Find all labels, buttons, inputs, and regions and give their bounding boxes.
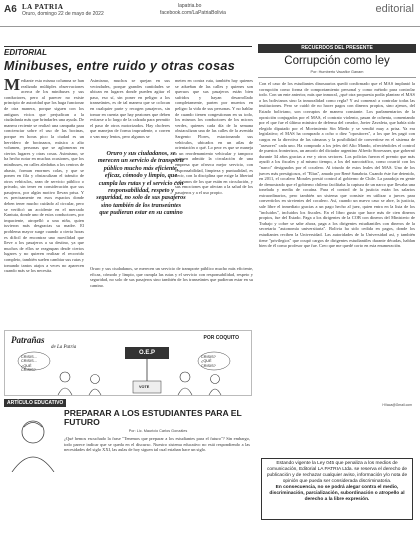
cartoon-sign: O.E.P bbox=[125, 347, 169, 359]
article-title: PREPARAR A LOS ESTUDIANTES PARA EL FUTURO bbox=[64, 408, 242, 428]
recuerdos-signature: HVaca@Gmail.com bbox=[382, 403, 412, 407]
author-portrait-icon bbox=[6, 412, 60, 472]
editorial-col-2a: Asimismo, muchos se quejan en sus vecindades, porque grandes cantidades se ubican en lugares donde pueden agitar el paso, eso sí, sin poner en peligro a los transeúntes, es de tal manera que se colocan en cualquier parte y recogen pasajeros, sin tomar en cuenta que hay peatones que deben evitarse a lo largo de la calzada para permitir el paso de otros motorizados. Hay choferes que manejan de forma imprudente, o corren o van muy lentos, pero algunos se bbox=[90, 78, 170, 139]
cartoon-author: POR COQUITO bbox=[203, 335, 239, 341]
legal-notice-emphasis: En consecuencia, no se podrá alegar contra el medio, discriminación, parcialización, subordinación o atropello al derecho a la libre expresión. bbox=[269, 485, 405, 502]
ballot-box-label: VOTE bbox=[139, 385, 150, 389]
speech-bubble-2: CRISIS? ¿QUÉ CRISIS? bbox=[201, 355, 216, 368]
cartoon-brand-sub: de La Patria bbox=[51, 345, 77, 350]
recuerdos-body: Con el caso de los estudiantes dinosaurios quedó confirmado que el MAS implantó la corrupción como forma de comportamiento personal y como método para controlar todo. Con un ente anterior, más que inmoral, ¿qué otra propuesta podía plantear el MAS a los bolivianos sino la inmoralidad como regla? Y así comenzó a controlar todas las instituciones. Pero se cuidó de no hacer pagos con dineros propios, sino ajenos, del Estado boliviano, son corruptos de manera constante. Los parlamentarios de la oposición conjugados por el MAS, el contrato violento, pasan de ochenta, comentando por el que fue el último ministro de defensa del creador, Javier Zavaleta, que había sido elegido diputado por el Movimiento Sin Miedo y se vendió muy a prisa. Ya era legislativo; el MAS ha comprado a ocho o diez "opositores", a los que les pagó con cargos en la directiva de las cámaras y la posibilidad de convertirse en el sistema de "asesores" cada uno. Ha comprado a los jefes del Alto Mando, ofreciéndoles el control de puestos fronterizos, un amorío del dictador argentino Alfredo Stroessner, que gobernó durante 34 años gracias a ese y otros sectores. Los policías fueron el premio que más ayudó a los fiscales y al mismo tiempo, a los del narcotráfico, como ocurrió con los "narco" designados por el cocalero. Al triunfo de estos leales del MAS. Uno de los jueces más prestigiosos, el "Elias", amado por René Sanabria. Cuando éste fue detenido, en 2011, el cocalero Morales prestó control al gobierno de Chile. La paradoja en gente de demostrado que el gobierno chileno facilitaba la captura de un narco que llevaba una tonelada y media de cocaína. Para el control de la justicia están los salarios extraordinarios, pero también un sistema que consiste en utilizar a jueces para convertirlos en sirvientes del cocalero. Así, cuando un nuevo caso se abre, la justicia, sale libre el inmediato gracias a un pago hecho al juez, quien entra en la lista de los "incluidos", incluidos los fiscales. En el libro gusto que hace más de cien dineros propios, fue del Estado. Paga a los dirigentes de la COB con dineros del Ministerio de Trabajo y cobre se sabe ahora, paga a los dirigentes estudiantiles con dineros de la secretaría "autonomía universitaria". Bolivia ha sido cedida en pagos, donde los estudiantes reciben la Universidad. Las autoridades de la Universidad así, y también tiene "privilegios" que ocupó cargos de dirigentes estudiantiles durante décadas, hablan bien de él como profesor que fue. Creo que me quedé corto en esta enumeración. bbox=[259, 81, 415, 249]
recuerdos-rule bbox=[258, 77, 416, 78]
brand-name: LA PATRIA bbox=[22, 3, 64, 11]
recuerdos-label: RECUERDOS DEL PRESENTE bbox=[258, 44, 416, 53]
editorial-col-1-text: ediante esta misma columna se han realizado múltiples observaciones acerca de los minibuses y sus conductores, pero al parecer no existe principio de autoridad que los haga funcionar de otra manera, porque siguen con los antiguos vicios que perjudican a la ciudadanía más que brindarles una ayuda. De manera reciente se realizó una campaña para concienciar sobre el uso de las bocinas, porque en horas pico la ciudad es un hervidero de bocinazos, música a alto volumen, personas que se aglomeran en ciertos lugares y otras cosas. Asimismo, se ha hecho notar en muchas ocasiones, que los minibuses, en calles aledañas a los centros de abasto, forman enormes colas, y que se ponen en fila y obstaculizan el tránsito de otros vehículos, sean de servicio público o privado, sin tener en consideración que sus pasajeros, por algún motivo llevan prisa. Y es precisamente en esos espacios donde deben tener mucho cuidado al circular, pero se verificó un accidente en el mercado Kantuta, donde uno de estos conductores, por impaciente, atropelló a una niña, quien tuvieron más desgracias su madre. El problema mayor surge cuando a cierta horas es difícil de encontrar uno movilidad que lleve a los pasajeros a su destino, ya que muchos de ellos se reagrupan desde ciertos lugares y no quieren realizar el recorrido completo, también suelen cambiar sus rutas y tomando tantos atajos a veces no aparecen cuando más se los necesita. bbox=[4, 78, 84, 274]
recuerdos-author: Por: Humberto Vacaflor Ganam bbox=[310, 70, 364, 74]
cartoon-panel bbox=[4, 330, 252, 396]
legal-notice-text: Estando vigente la Ley 045 que penaliza a los medios de comunicación, Editorial LA PATRIA Ltda. se reserva el derecho de publicación y de rechazar cualquier aviso, información y/o nota de opinión que pueda ser considerada discriminatoria. bbox=[266, 461, 408, 484]
header-rule bbox=[0, 26, 420, 27]
pull-quote: Oruro y sus ciudadanos, se merecen un servicio de transporte público mucho más eficiente, eficaz, cómodo y limpio, que cumpla las rutas y el servicio con responsabilidad, respeto y seguridad, no solo de sus pasajeros sino también de los transeúntes que pudieran estar en su camino bbox=[96, 150, 186, 217]
recuerdos-title: Corrupción como ley bbox=[284, 55, 390, 67]
cartoon-brand: Patrañas bbox=[11, 335, 45, 345]
speech-bubble-1: CRISIS... CRISIS... ¿QUÉ CRISIS? bbox=[21, 355, 37, 373]
page-header bbox=[0, 0, 420, 38]
dropcap: M bbox=[4, 78, 21, 94]
site-link[interactable]: lapatria.bo bbox=[178, 3, 202, 9]
editorial-title: Minibuses, entre ruido y otras cosas bbox=[4, 59, 236, 73]
article-author: Por: Lic. Mauricio Carlos Gonzáles bbox=[128, 429, 188, 433]
legal-notice bbox=[261, 458, 413, 520]
article-label-text: ARTÍCULO EDUCATIVO bbox=[4, 399, 66, 407]
page-number: A6 bbox=[4, 4, 17, 15]
editorial-col-1 bbox=[4, 78, 84, 327]
dateline: Oruro, domingo 22 de mayo de 2022 bbox=[22, 11, 104, 17]
editorial-col-3: meten en contra ruta, también hay quienes se adueñan de las calles y quienes son queruos que sus pasajeros están bien sufridos y hayan desarrollado completamente, parten por muertos en peligro la vida de sus personas. Y no hablar de cuando tienen congestionan en su todo, los mismos los conductores de los micros verdes, quienes cada día de la semana obstaculizan una de las calles de la avenida Sargento Flores, estacionando sus vehículos, ubicados en un atlas de orientación o qué. Lo peor es que se maneja a un reordenamiento vehicular y tampoco quieren admitir la circulación de una empresa que ofrezca mejor servicio, con responsabilidad, limpieza y puntualidad, es decir, con la disciplina que exige la libertad a algunos de los que están en circulación, y sus emociones que afectan a la salud de los pasajeros y a el uso propio. bbox=[175, 78, 253, 195]
editorial-label: EDITORIAL bbox=[4, 46, 252, 57]
section-name: editorial bbox=[375, 3, 414, 15]
facebook-link[interactable]: facebook.com/LaPatriaBolivia bbox=[160, 10, 226, 16]
article-body: ¿Qué hemos escuchado la frase "Tenemos que preparar a los estudiantes para el futuro"? Sin embargo, todo parece indicar que se queda en el discurso. Nuestro sistema educativo no está respondiendo a las necesidades del siglo XXI, las aulas de hoy siguen tal cual estaban hace un siglo. bbox=[64, 436, 250, 453]
editorial-col-bottom: Oruro y sus ciudadanos, se merecen un servicio de transporte público mucho más eficiente, eficaz, cómodo y limpio, que cumpla las rutas y el servicio con responsabilidad, respeto y seguridad, no solo de sus pasajeros sino también de los transeúntes que pudieran estar en su camino. bbox=[90, 266, 253, 288]
cartoon-drawing-icon bbox=[5, 331, 253, 397]
